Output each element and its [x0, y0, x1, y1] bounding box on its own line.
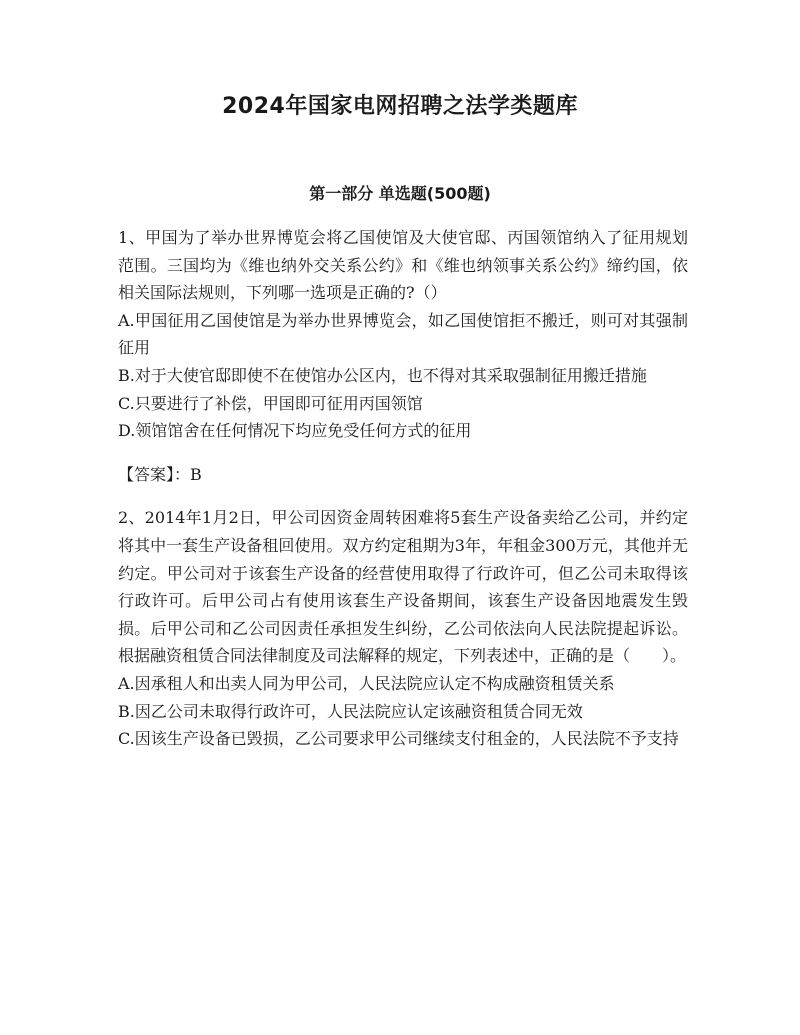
- question-2: [118, 504, 688, 752]
- option-b: B.对于大使官邸即使不在使馆办公区内，也不得对其采取强制征用搬迁措施: [118, 365, 647, 385]
- option-a: A.因承租人和出卖人同为甲公司，人民法院应认定不构成融资租赁关系: [118, 673, 615, 693]
- answer-label: 【答案】：B: [118, 464, 202, 484]
- question-1: [118, 224, 688, 488]
- question-list: [118, 224, 688, 753]
- option-a: A.甲国征用乙国使馆是为举办世界博览会，如乙国使馆拒不搬迁，则可对其强制征用: [118, 310, 688, 358]
- section-title: 第一部分 单选题(500题): [309, 184, 491, 203]
- document-title: 2024年国家电网招聘之法学类题库: [222, 94, 578, 119]
- option-d: D.领馆馆舍在任何情况下均应免受任何方式的征用: [118, 421, 472, 441]
- option-b: B.因乙公司未取得行政许可，人民法院应认定该融资租赁合同无效: [118, 701, 583, 721]
- question-stem: 2、2014年1月2日，甲公司因资金周转困难将5套生产设备卖给乙公司，并约定将其中一套生产设备租回使用。双方约定租期为3年，年租金300万元，其他并无约定。甲公司对于该套生产设备的经营使用取得了行政许可，但乙公司未取得该行政许可。后甲公司占有使用该套生产设备期间，该套生产设备因地震发生毁损。后甲公司和乙公司因责任承担发生纠纷，乙公司依法向人民法院提起诉讼。根据融资租赁合同法律制度及司法解释的规定，下列表述中，正确的是（ ）。: [118, 508, 688, 666]
- option-c: C.因该生产设备已毁损，乙公司要求甲公司继续支付租金的，人民法院不予支持: [118, 729, 679, 749]
- option-c: C.只要进行了补偿，甲国即可征用丙国领馆: [118, 393, 423, 413]
- question-stem: 1、甲国为了举办世界博览会将乙国使馆及大使官邸、丙国领馆纳入了征用规划范围。三国均为《维也纳外交关系公约》和《维也纳领事关系公约》缔约国，依相关国际法规则，下列哪一选项是正确的?（）: [118, 228, 688, 303]
